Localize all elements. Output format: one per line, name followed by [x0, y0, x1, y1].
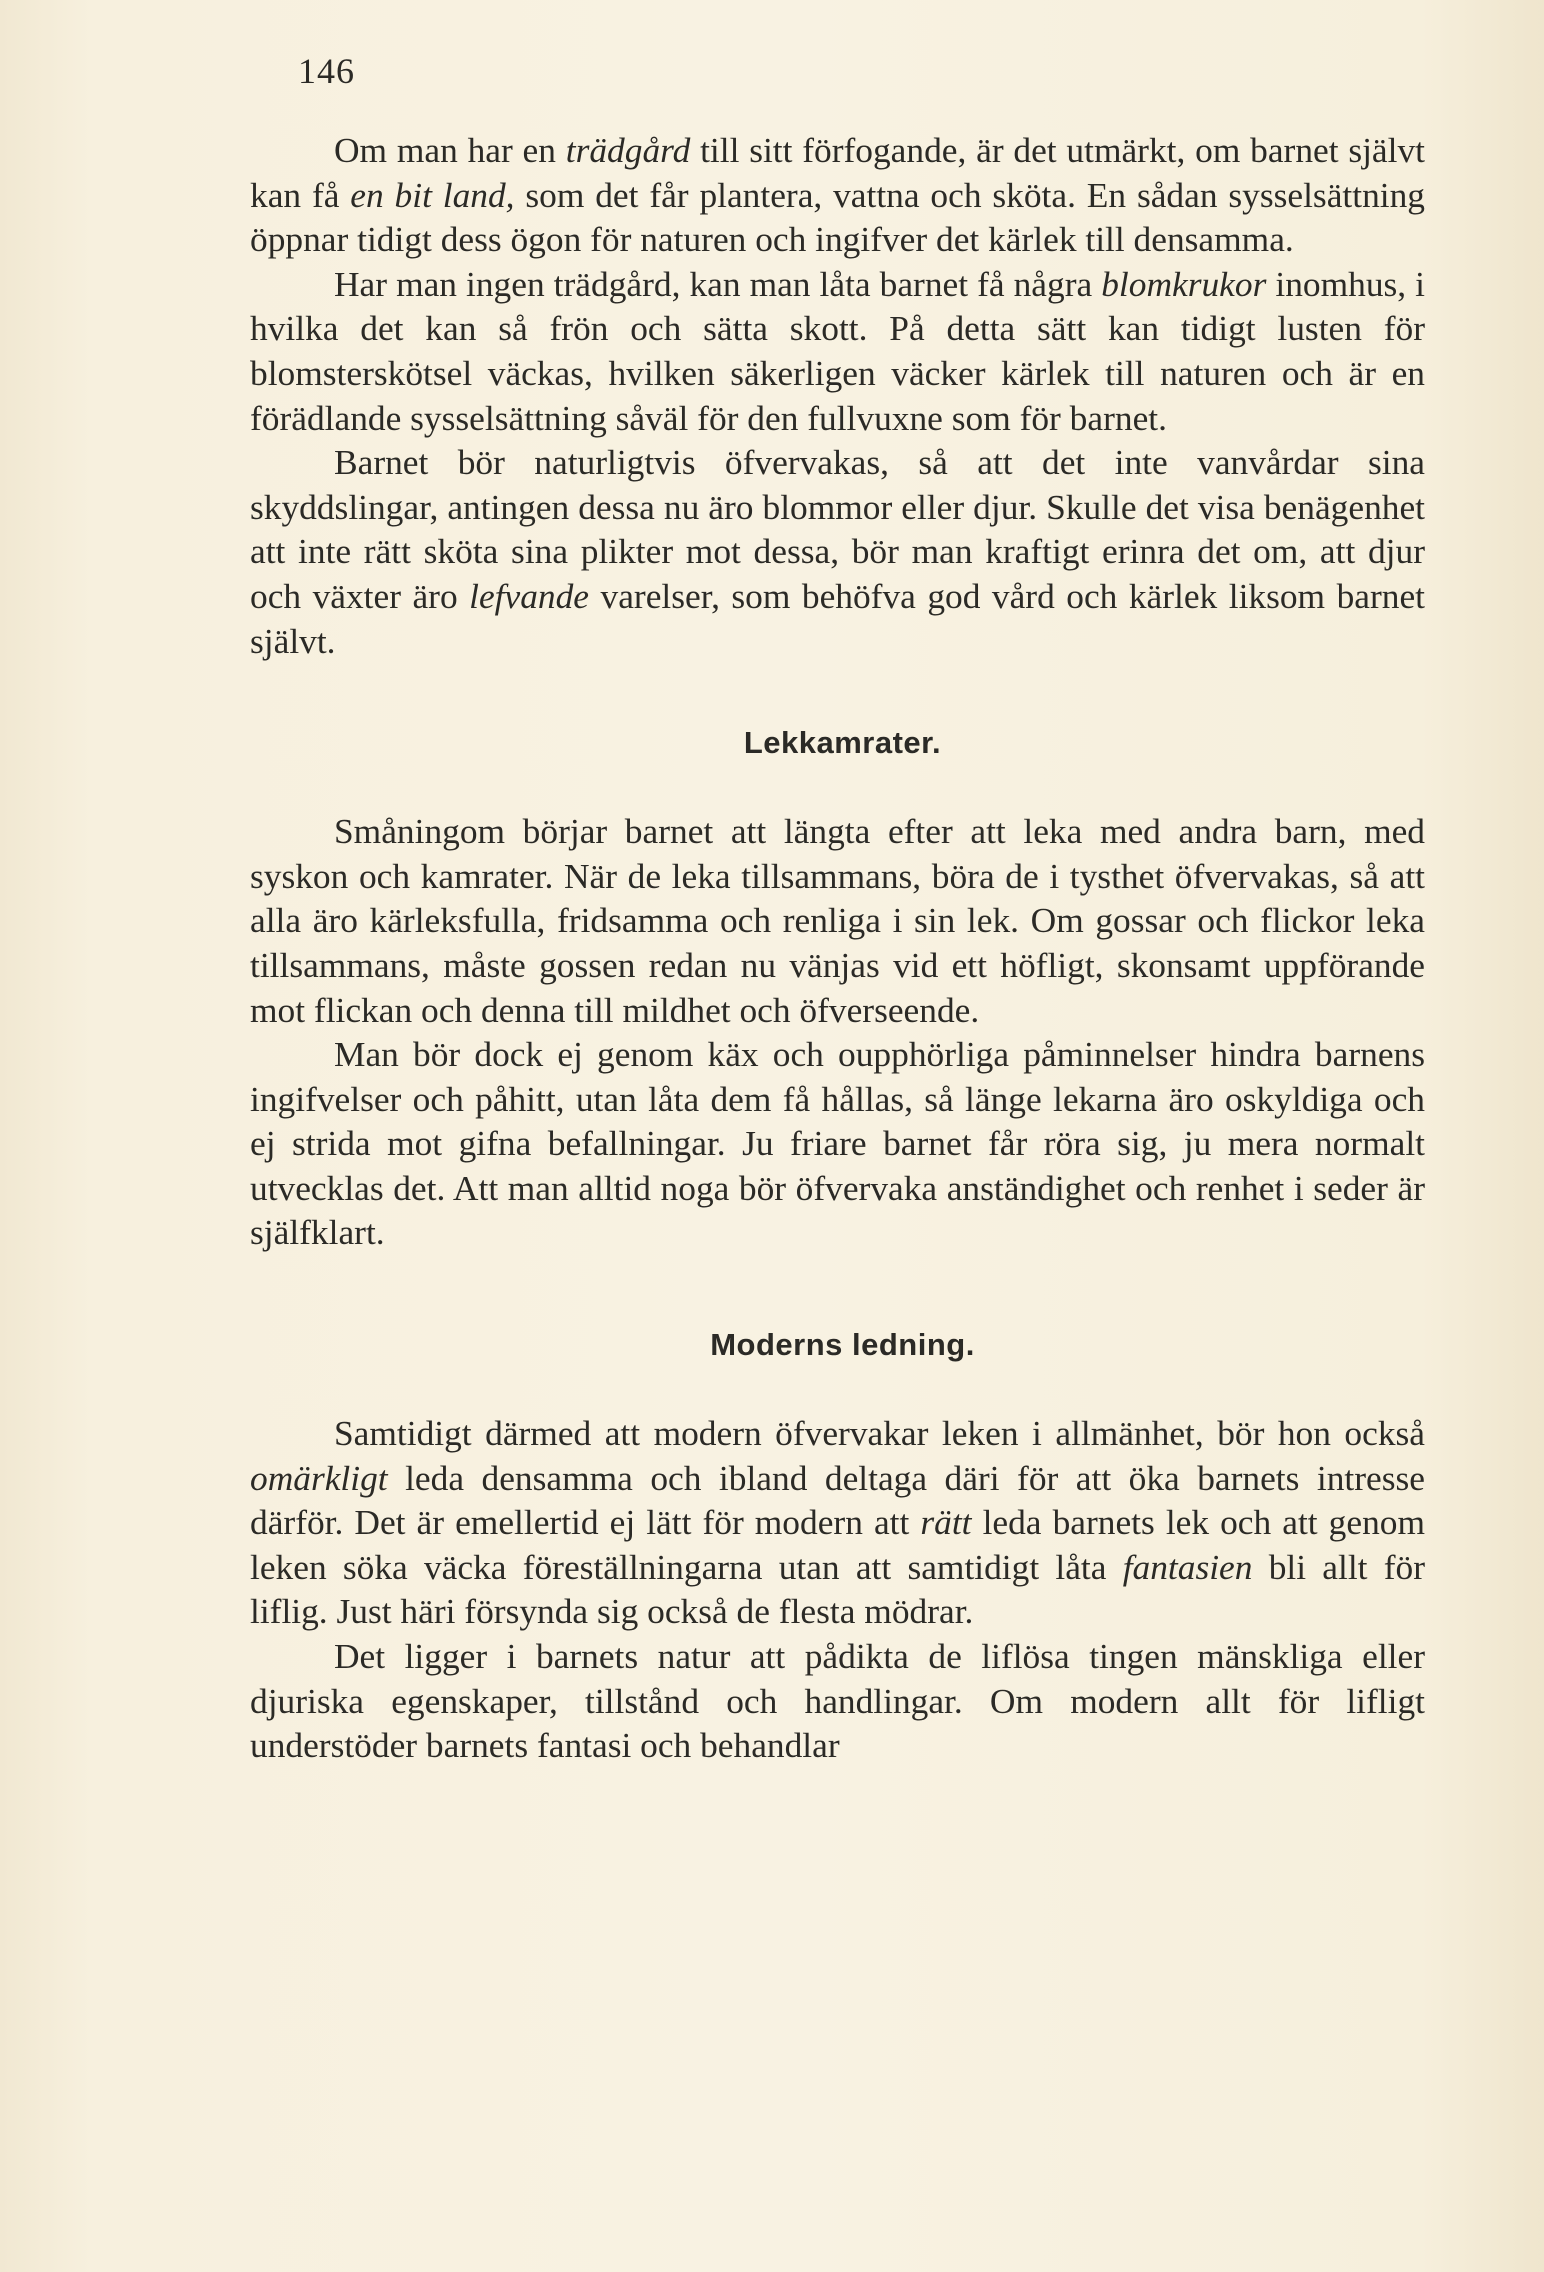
paragraph: Man bör dock ej genom käx och oupphörliga påminnelser hindra barnens ingifvelser och påhitt, utan låta dem få hållas, så länge lekarna äro oskyldiga och ej strida mot gifna befallningar. Ju friare barnet får röra sig, ju mera normalt utvecklas det. Att man alltid noga bör öfvervaka anständighet och renhet i seder är själfklart.	[250, 1034, 1425, 1253]
section-heading: Lekkamrater.	[743, 725, 942, 761]
section-heading: Moderns ledning.	[710, 1327, 975, 1363]
emphasis: omärkligt	[250, 1457, 388, 1498]
paragraph: Samtidigt därmed att modern öfvervakar leken i allmänhet, bör hon också omärkligt leda densamma och ibland deltaga däri för att öka barnets intresse därför. Det är emellertid ej lätt för modern att rätt leda barnets lek och att genom leken söka väcka föreställningarna utan att samtidigt låta fantasien bli allt för liflig. Just häri försynda sig också de flesta mödrar.	[250, 1413, 1425, 1632]
emphasis: rätt	[920, 1502, 972, 1543]
paragraph: Barnet bör naturligtvis öfvervakas, så att det inte vanvårdar sina skyddslingar, antingen dessa nu äro blommor eller djur. Skulle det visa benägenhet att inte rätt sköta sina plikter mot dessa, bör man kraftigt erinra det om, att djur och växter äro lefvande varelser, som behöfva god vård och kärlek liksom barnet självt.	[250, 442, 1425, 661]
emphasis: en bit land,	[350, 174, 515, 215]
paragraph: Om man har en trädgård till sitt förfogande, är det utmärkt, om barnet självt kan få en bit land, som det får plantera, vattna och sköta. En sådan sysselsättning öppnar tidigt dess ögon för naturen och ingifver det kärlek till densamma.	[250, 130, 1426, 260]
body-text	[250, 128, 1425, 1768]
page-number: 146	[298, 51, 355, 91]
paragraph: Småningom börjar barnet att längta efter att leka med andra barn, med syskon och kamrater. När de leka tillsammans, böra de i tysthet öfvervakas, så att alla äro kärleksfulla, fridsamma och renliga i sin lek. Om gossar och flickor leka tillsammans, måste gossen redan nu vänjas vid ett höfligt, skonsamt uppförande mot flickan och denna till mildhet och öfverseende.	[250, 811, 1425, 1030]
paragraph: Har man ingen trädgård, kan man låta barnet få några blomkrukor inomhus, i hvilka det kan så frön och sätta skott. På detta sätt kan tidigt lusten för blomsterskötsel väckas, hvilken säkerligen väcker kärlek till naturen och är en förädlande sysselsättning såväl för den fullvuxne som för barnet.	[250, 263, 1425, 438]
paragraph: Det ligger i barnets natur att pådikta de liflösa tingen mänskliga eller djuriska egenskaper, tillstånd och handlingar. Om modern allt för lifligt understöder barnets fantasi och behandlar	[250, 1636, 1425, 1766]
emphasis: lefvande	[469, 575, 590, 616]
emphasis: blomkrukor	[1101, 263, 1267, 304]
emphasis: fantasien	[1122, 1546, 1253, 1587]
emphasis: trädgård	[565, 130, 691, 170]
